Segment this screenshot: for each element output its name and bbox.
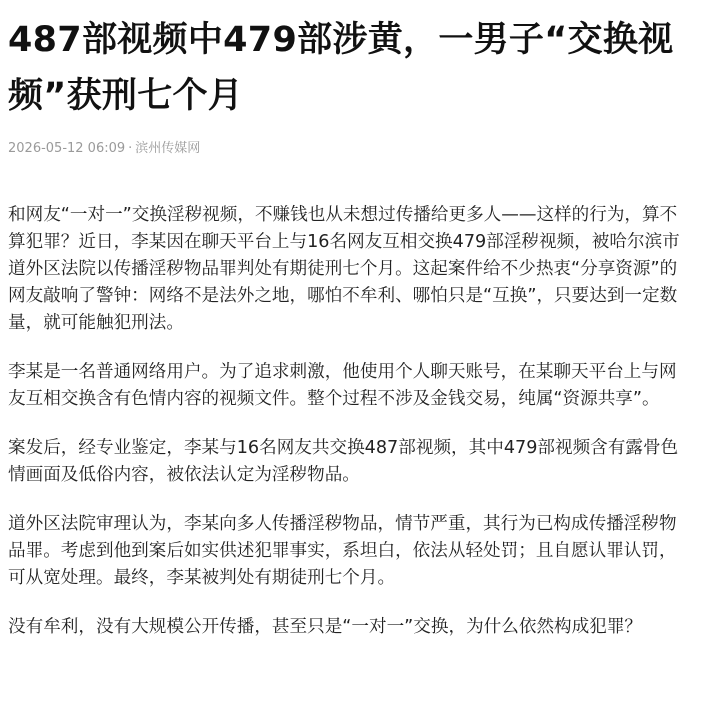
article-source: 滨州传媒网 (135, 141, 201, 156)
paragraph-5: 没有牟利，没有大规模公开传播，甚至只是“一对一”交换，为什么依然构成犯罪？ (8, 617, 643, 637)
article-body (8, 202, 694, 641)
article-meta (8, 140, 694, 158)
meta-separator: · (128, 141, 133, 156)
paragraph-3: 案发后，经专业鉴定，李某与16名网友共交换487部视频，其中479部视频含有露骨色情画面及低俗内容，被依法认定为淫秽物品。 (8, 438, 679, 485)
article-title-line-1: 487部视频中479部涉黄，一男子“交换视 (8, 20, 674, 60)
paragraph-1: 和网友“一对一”交换淫秽视频，不赚钱也从未想过传播给更多人——这样的行为，算不算犯罪？近日，李某因在聊天平台上与16名网友互相交换479部淫秽视频，被哈尔滨市道外区法院以传播淫秽物品罪判处有期徒刑七个月。这起案件给不少热衷“分享资源”的网友敲响了警钟：网络不是法外之地，哪怕不牟利、哪怕只是“互换”，只要达到一定数量，就可能触犯刑法。 (8, 205, 680, 333)
paragraph-4: 道外区法院审理认为，李某向多人传播淫秽物品，情节严重，其行为已构成传播淫秽物品罪。考虑到他到案后如实供述犯罪事实，系坦白，依法从轻处罚；且自愿认罪认罚，可从宽处理。最终，李某被判处有期徒刑七个月。 (8, 514, 677, 588)
article-title (8, 0, 694, 124)
paragraph-2: 李某是一名普通网络用户。为了追求刺激，他使用个人聊天账号，在某聊天平台上与网友互相交换含有色情内容的视频文件。整个过程不涉及金钱交易，纯属“资源共享”。 (8, 362, 677, 409)
article (8, 0, 694, 663)
publish-date: 2026-05-12 06:09 (8, 141, 126, 156)
article-title-line-2: 频”获刑七个月 (8, 76, 244, 116)
